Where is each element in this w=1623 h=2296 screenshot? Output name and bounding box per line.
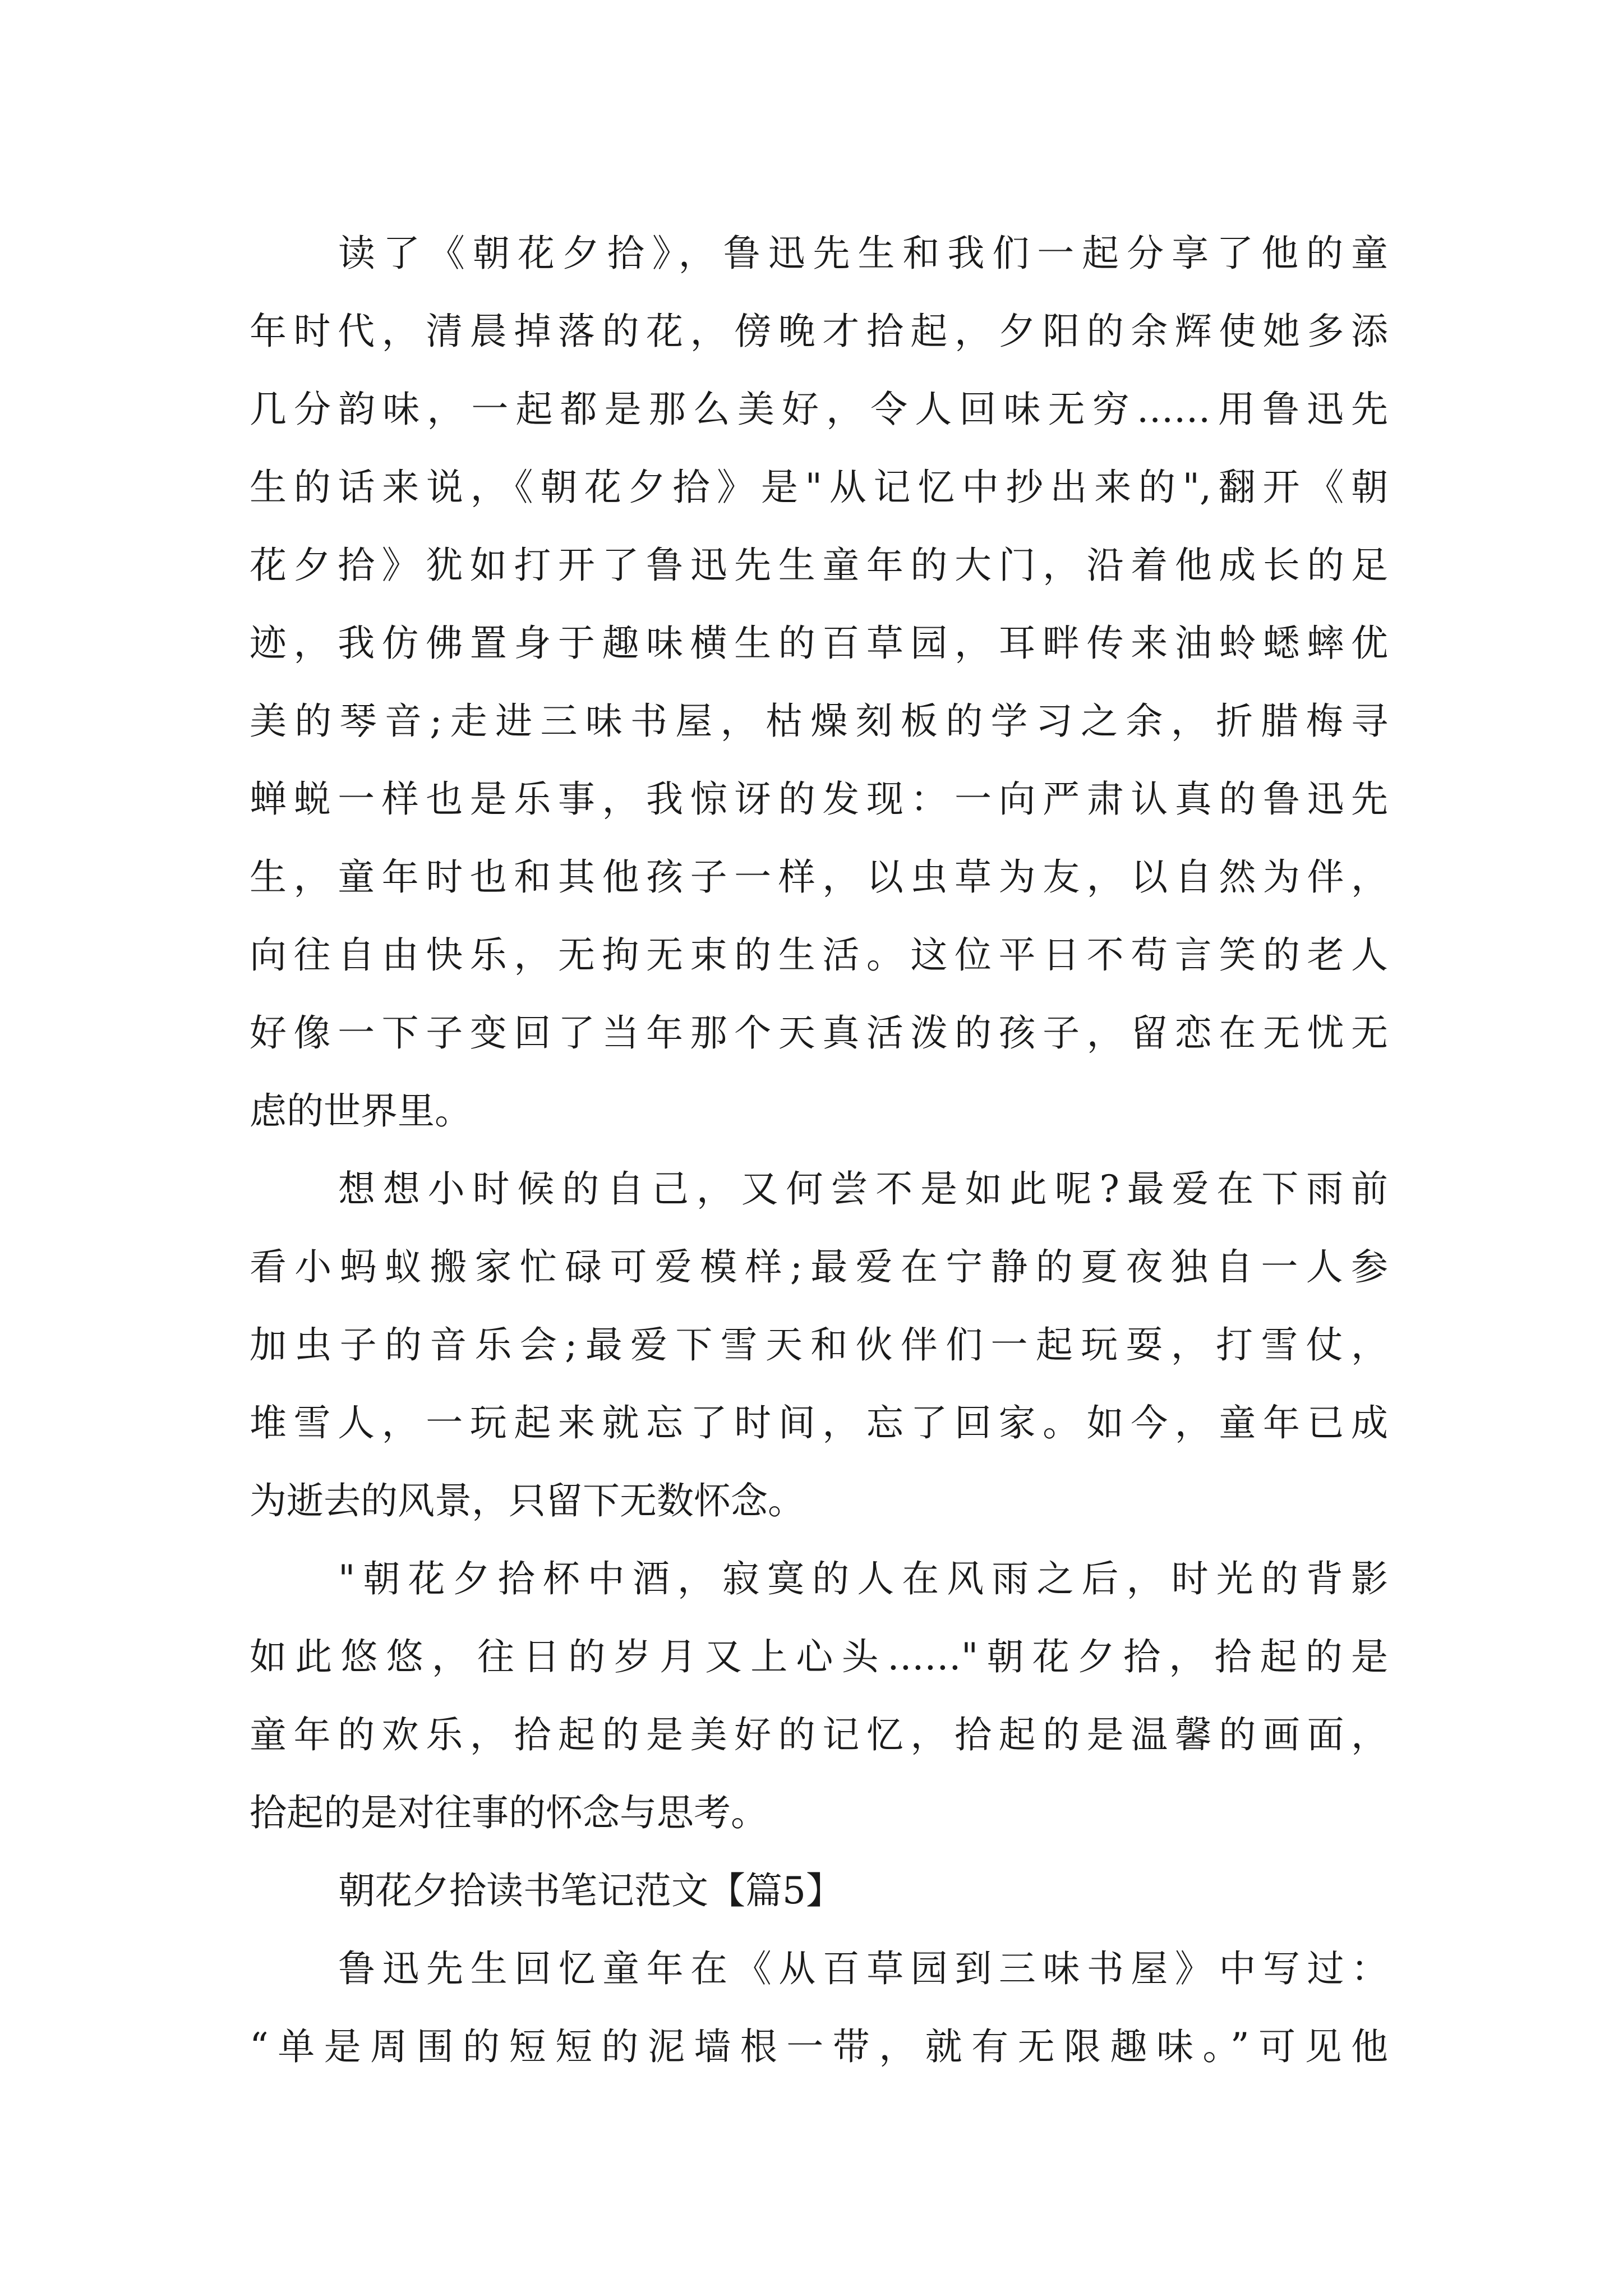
text-line: 拾起的是对往事的怀念与思考。 <box>250 1791 768 1834</box>
text-line: 年时代，清晨掉落的花，傍晚才拾起，夕阳的余辉使她多添 <box>250 310 1388 353</box>
paragraph-4 <box>250 1930 1388 2086</box>
text-line: 美的琴音;走进三味书屋，枯燥刻板的学习之余，折腊梅寻 <box>250 700 1388 743</box>
text-line: 为逝去的风景，只留下无数怀念。 <box>250 1479 805 1522</box>
text-line: 如此悠悠，往日的岁月又上心头……"朝花夕拾，拾起的是 <box>250 1635 1388 1678</box>
text-line: 堆雪人，一玩起来就忘了时间，忘了回家。如今，童年已成 <box>250 1401 1388 1444</box>
text-line: 读了《朝花夕拾》，鲁迅先生和我们一起分享了他的童 <box>338 232 1388 275</box>
text-line: 生的话来说，《朝花夕拾》是"从记忆中抄出来的",翻开《朝 <box>250 466 1388 509</box>
text-line: 看小蚂蚁搬家忙碌可爱模样;最爱在宁静的夏夜独自一人参 <box>250 1245 1388 1289</box>
text-line: 童年的欢乐，拾起的是美好的记忆，拾起的是温馨的画面， <box>250 1713 1388 1756</box>
paragraph-2 <box>250 1150 1388 1540</box>
text-line: 生，童年时也和其他孩子一样，以虫草为友，以自然为伴， <box>250 855 1388 899</box>
text-line: 加虫子的音乐会;最爱下雪天和伙伴们一起玩耍，打雪仗， <box>250 1323 1388 1366</box>
section-heading: 朝花夕拾读书笔记范文【篇5】 <box>338 1869 843 1912</box>
text-line: 鲁迅先生回忆童年在《从百草园到三味书屋》中写过： <box>338 1947 1388 1990</box>
text-line: 虑的世界里。 <box>250 1089 472 1133</box>
text-line: "朝花夕拾杯中酒，寂寞的人在风雨之后，时光的背影 <box>338 1557 1388 1600</box>
text-line: 向往自由快乐，无拘无束的生活。这位平日不苟言笑的老人 <box>250 933 1388 977</box>
text-line: 想想小时候的自己，又何尝不是如此呢?最爱在下雨前 <box>338 1167 1388 1211</box>
document-body <box>250 214 1388 2086</box>
text-line: “单是周围的短短的泥墙根一带，就有无限趣味。”可见他 <box>250 2025 1388 2068</box>
text-line: 迹，我仿佛置身于趣味横生的百草园，耳畔传来油蛉蟋蟀优 <box>250 622 1388 665</box>
paragraph-1 <box>250 214 1388 1150</box>
text-line: 好像一下子变回了当年那个天真活泼的孩子，留恋在无忧无 <box>250 1011 1388 1055</box>
text-line: 蝉蜕一样也是乐事，我惊讶的发现：一向严肃认真的鲁迅先 <box>250 777 1388 821</box>
text-line: 花夕拾》犹如打开了鲁迅先生童年的大门，沿着他成长的足 <box>250 544 1388 587</box>
text-line: 几分韵味，一起都是那么美好，令人回味无穷……用鲁迅先 <box>250 388 1388 431</box>
paragraph-3 <box>250 1540 1388 1852</box>
